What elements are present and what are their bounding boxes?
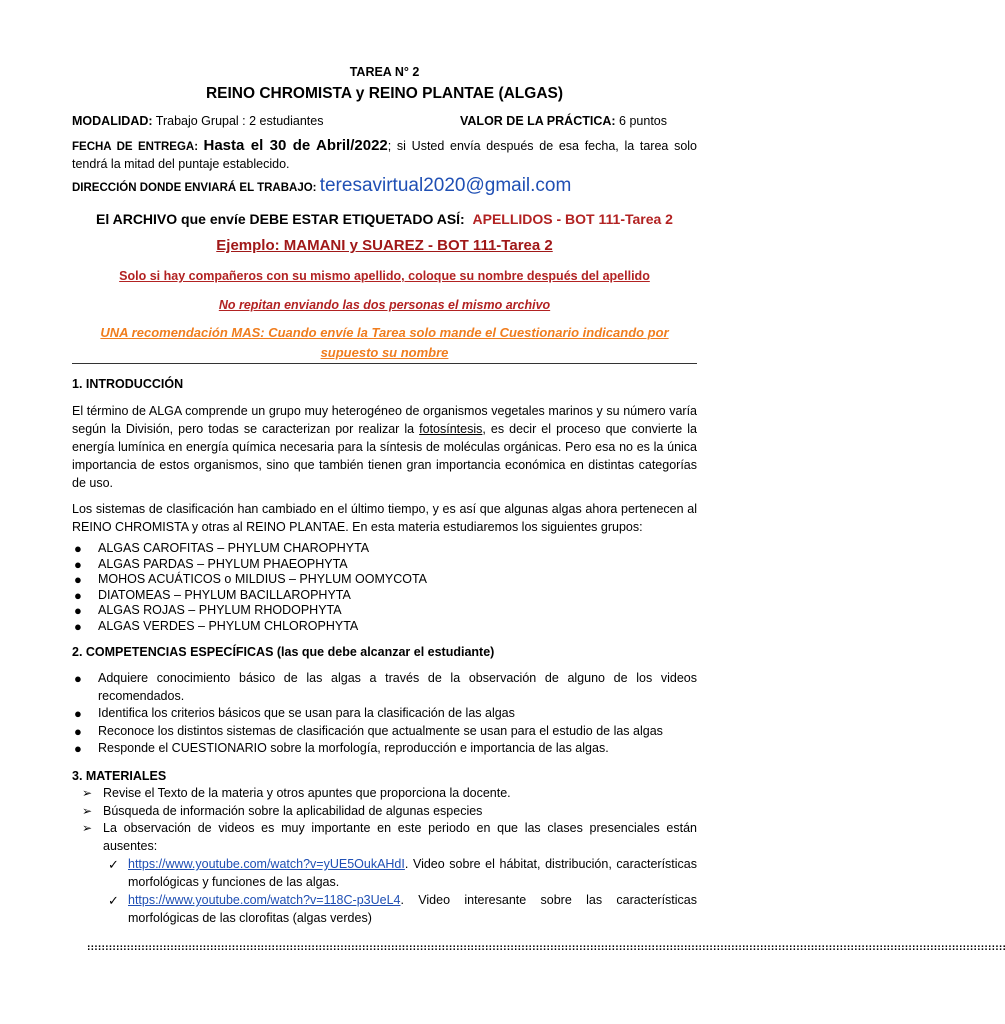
solo-note: Solo si hay compañeros con su mismo apellido, coloque su nombre después del apellido xyxy=(119,269,650,283)
valor-text: VALOR DE LA PRÁCTICA: 6 puntos xyxy=(460,114,667,128)
bullet-icon: ● xyxy=(74,723,82,739)
video-link[interactable]: https://www.youtube.com/watch?v=118C-p3UeL4 xyxy=(128,893,401,907)
archivo-format: APELLIDOS - BOT 111-Tarea 2 xyxy=(472,211,673,227)
fotosintesis-term: fotosíntesis xyxy=(419,422,483,436)
list-item: ➢ La observación de videos es muy importante en este periodo en que las clases presenciales están ausentes: xyxy=(82,821,697,853)
groups-list xyxy=(72,541,697,634)
intro-paragraph-2: Los sistemas de clasificación han cambiado en el último tiempo, y es así que algunas algas ahora pertenecen al REINO CHROMISTA y otras al REINO PLANTAE. En esta materia estudiaremos los siguientes grupos: xyxy=(72,502,697,534)
no-repitan-note: No repitan enviando las dos personas el mismo archivo xyxy=(218,298,551,312)
modalidad-row xyxy=(72,113,697,130)
video-item: ✓ https://www.youtube.com/watch?v=118C-p3UeL4. Video interesante sobre las características morfológicas de las clorofitas (algas verdes) xyxy=(108,893,697,925)
competencias-heading: 2. COMPETENCIAS ESPECÍFICAS (las que debe alcanzar el estudiante) xyxy=(72,645,495,659)
document-page xyxy=(72,0,1005,1024)
fecha-value: Hasta el 30 de Abril/2022 xyxy=(203,137,388,154)
list-item: ● DIATOMEAS – PHYLUM BACILLAROPHYTA xyxy=(74,587,351,603)
task-number: TAREA N° 2 xyxy=(349,65,420,79)
bullet-icon: ● xyxy=(74,603,82,618)
bullet-icon: ● xyxy=(74,572,82,587)
list-item: ➢ Revise el Texto de la materia y otros apuntes que proporciona la docente. xyxy=(72,785,697,803)
arrow-bullet-icon: ➢ xyxy=(82,803,93,818)
list-item: ● MOHOS ACUÁTICOS o MILDIUS – PHYLUM OOMYCOTA xyxy=(74,572,427,587)
modalidad-text: MODALIDAD: Trabajo Grupal : 2 estudiantes xyxy=(72,114,324,128)
checkmark-icon: ✓ xyxy=(108,857,119,872)
recomendacion-note: UNA recomendación MAS: Cuando envíe la Tarea solo mande el Cuestionario indicando por supuesto su nombre xyxy=(100,325,669,360)
section-divider xyxy=(72,363,697,364)
checkmark-icon: ✓ xyxy=(108,893,119,908)
list-item: ● Identifica los criterios básicos que se usan para la clasificación de las algas xyxy=(74,706,515,721)
materiales-list xyxy=(72,785,697,927)
intro-heading: 1. INTRODUCCIÓN xyxy=(72,377,184,391)
intro-paragraph-1: El término de ALGA comprende un grupo muy heterogéneo de organismos vegetales marinos y su número varía según la División, pero todas se caracterizan por realizar la fotosíntesis, es decir el proceso que convierte la energía lumínica en energía química necesaria para la síntesis de moléculas orgánicas. Pero esa no es la única importancia de estos organismos, sino que también tienen gran importancia económica en distintas categorías de uso. xyxy=(72,404,697,490)
bullet-icon: ● xyxy=(74,556,82,572)
competencias-list xyxy=(72,670,697,758)
document-title: REINO CHROMISTA y REINO PLANTAE (ALGAS) xyxy=(205,85,564,102)
bullet-icon: ● xyxy=(74,741,82,756)
list-item: ● ALGAS CAROFITAS – PHYLUM CHAROPHYTA xyxy=(74,541,370,556)
direccion-row: DIRECCIÓN DONDE ENVIARÁ EL TRABAJO: teresavirtual2020@gmail.com xyxy=(72,175,572,196)
dotted-footer-line: :::::::::::::::::::::::::::::::::::::::::::::::::::::::::::::::::::::::::::::::::::::::::::::::::::::::::::::::::::::::::::::::::::::::::::::::::::::::::::::::::::::::::::::::::::::::::::::::::::::::::::::::::::::::::::::::::::::::::::::::::::::::::::::: xyxy=(86,943,1005,953)
list-item: ● ALGAS PARDAS – PHYLUM PHAEOPHYTA xyxy=(74,556,348,572)
fecha-entrega-paragraph: FECHA DE ENTREGA: Hasta el 30 de Abril/2022; si Usted envía después de esa fecha, la tarea solo tendrá la mitad del puntaje establecido. xyxy=(72,137,697,171)
arrow-bullet-icon: ➢ xyxy=(82,821,93,835)
video-item: ✓ https://www.youtube.com/watch?v=yUE5OukAHdI. Video sobre el hábitat, distribución, características morfológicas y funciones de las algas. xyxy=(108,857,697,889)
list-item: ● Responde el CUESTIONARIO sobre la morfología, reproducción e importancia de las algas. xyxy=(74,741,609,756)
bullet-icon: ● xyxy=(74,706,82,721)
video-link[interactable]: https://www.youtube.com/watch?v=yUE5OukAHdI xyxy=(128,857,405,871)
list-item: ● ALGAS VERDES – PHYLUM CHLOROPHYTA xyxy=(74,618,359,634)
archivo-instruction: El ARCHIVO que envíe DEBE ESTAR ETIQUETADO ASÍ: APELLIDOS - BOT 111-Tarea 2 xyxy=(96,211,673,227)
ejemplo-line: Ejemplo: MAMANI y SUAREZ - BOT 111-Tarea 2 xyxy=(216,237,553,254)
bullet-icon: ● xyxy=(74,618,82,634)
materiales-heading: 3. MATERIALES xyxy=(72,769,167,783)
list-item: ● Reconoce los distintos sistemas de clasificación que actualmente se usan para el estudio de las algas xyxy=(74,723,663,739)
list-item: ● Adquiere conocimiento básico de las algas a través de la observación de alguno de los videos recomendados. xyxy=(74,671,697,703)
bullet-icon: ● xyxy=(74,671,82,686)
bullet-icon: ● xyxy=(74,541,82,556)
arrow-bullet-icon: ➢ xyxy=(82,786,93,800)
bullet-icon: ● xyxy=(74,587,82,603)
list-item: ➢ Búsqueda de información sobre la aplicabilidad de algunas especies xyxy=(72,803,697,821)
email-link[interactable]: teresavirtual2020@gmail.com xyxy=(319,175,572,196)
list-item: ● ALGAS ROJAS – PHYLUM RHODOPHYTA xyxy=(74,603,342,618)
